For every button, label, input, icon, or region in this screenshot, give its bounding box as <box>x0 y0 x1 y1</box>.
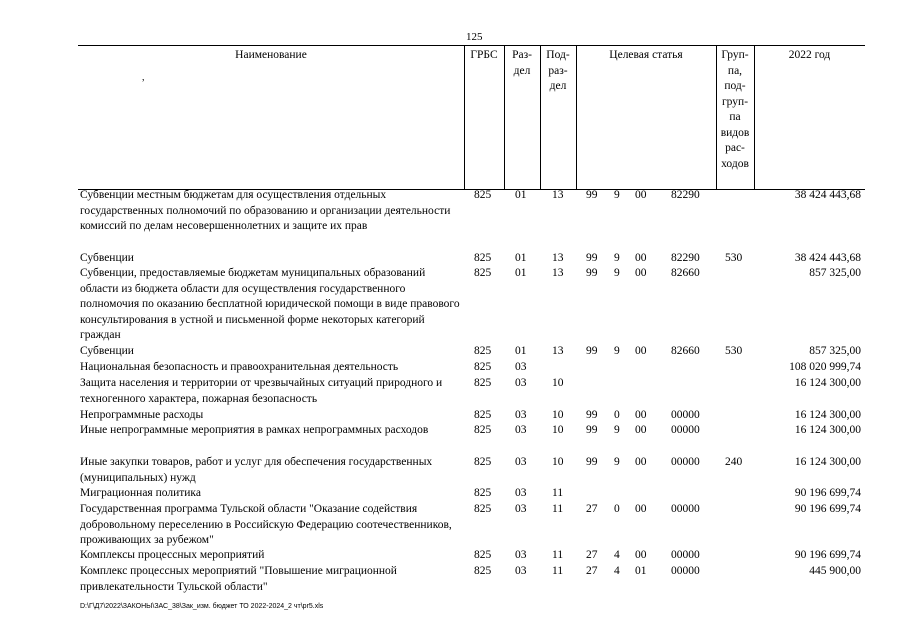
cell-razdel: 01 <box>515 267 527 279</box>
cell-podrazdel: 11 <box>552 549 564 561</box>
cell-sum: 108 020 999,74 <box>789 361 861 373</box>
cell-name: Защита населения и территории от чрезвычайных ситуаций природного и техногенного характера, пожарная безопасность <box>80 377 443 405</box>
cell-name: Комплекс процессных мероприятий "Повышение миграционной привлекательности Тульской области" <box>80 565 397 593</box>
file-path: D:\Г\Д7\2022\ЗАКОНЫ\ЗАС_38\Зак_изм. бюджет ТО 2022-2024_2 чт\pr5.xls <box>80 603 324 610</box>
cell-name: Комплексы процессных мероприятий <box>80 549 265 561</box>
cell-t2: 4 <box>614 549 620 561</box>
cell-t2: 9 <box>614 189 620 201</box>
cell-sum: 38 424 443,68 <box>794 189 861 201</box>
cell-t3: 00 <box>635 424 647 436</box>
header-vid: Груп- па, под- груп- па видов рас- ходов <box>720 49 750 170</box>
cell-sum: 16 124 300,00 <box>794 456 861 468</box>
pen-mark: , <box>142 72 145 83</box>
cell-t1: 99 <box>586 252 598 264</box>
cell-t1: 99 <box>586 424 598 436</box>
cell-podrazdel: 10 <box>552 409 564 421</box>
cell-grbs: 825 <box>474 503 492 515</box>
cell-name: Субвенции, предоставляемые бюджетам муниципальных образований области из бюджета области для осуществления государственного полномочия по оказанию бесплатной юридической помощи в виде правового консультирования в устной и письменной форме некоторых категорий граждан <box>80 267 460 341</box>
cell-t2: 0 <box>614 503 620 515</box>
cell-t4: 00000 <box>671 456 700 468</box>
cell-t1: 27 <box>586 565 598 577</box>
cell-vid: 240 <box>725 456 743 468</box>
cell-t1: 99 <box>586 189 598 201</box>
cell-t4: 00000 <box>671 424 700 436</box>
cell-t2: 9 <box>614 456 620 468</box>
cell-t1: 99 <box>586 267 598 279</box>
cell-razdel: 03 <box>515 549 527 561</box>
cell-t4: 00000 <box>671 409 700 421</box>
cell-t3: 00 <box>635 503 647 515</box>
cell-grbs: 825 <box>474 252 492 264</box>
cell-sum: 38 424 443,68 <box>794 252 861 264</box>
cell-vid: 530 <box>725 252 743 264</box>
cell-t3: 00 <box>635 549 647 561</box>
cell-razdel: 03 <box>515 503 527 515</box>
cell-t4: 82290 <box>671 252 700 264</box>
cell-sum: 90 196 699,74 <box>794 503 861 515</box>
cell-grbs: 825 <box>474 487 492 499</box>
cell-t4: 82660 <box>671 267 700 279</box>
cell-t3: 00 <box>635 267 647 279</box>
cell-t4: 00000 <box>671 549 700 561</box>
cell-sum: 857 325,00 <box>809 267 861 279</box>
cell-razdel: 03 <box>515 361 527 373</box>
table-body <box>78 0 865 640</box>
cell-name: Иные непрограммные мероприятия в рамках непрограммных расходов <box>80 424 429 436</box>
cell-t4: 00000 <box>671 503 700 515</box>
cell-name: Миграционная политика <box>80 487 201 499</box>
cell-vid: 530 <box>725 345 743 357</box>
cell-t4: 00000 <box>671 565 700 577</box>
cell-podrazdel: 10 <box>552 456 564 468</box>
header-razdel: Раз- дел <box>512 49 532 77</box>
cell-sum: 445 900,00 <box>809 565 861 577</box>
cell-podrazdel: 10 <box>552 424 564 436</box>
cell-t3: 00 <box>635 456 647 468</box>
header-grbs: ГРБС <box>470 49 498 61</box>
cell-t1: 27 <box>586 503 598 515</box>
cell-sum: 16 124 300,00 <box>794 377 861 389</box>
cell-sum: 16 124 300,00 <box>794 409 861 421</box>
cell-name: Субвенции <box>80 252 134 264</box>
cell-t3: 00 <box>635 252 647 264</box>
cell-name: Иные закупки товаров, работ и услуг для обеспечения государственных (муниципальных) нужд <box>80 456 433 484</box>
cell-sum: 857 325,00 <box>809 345 861 357</box>
cell-podrazdel: 13 <box>552 267 564 279</box>
cell-grbs: 825 <box>474 189 492 201</box>
cell-razdel: 03 <box>515 409 527 421</box>
cell-sum: 90 196 699,74 <box>794 549 861 561</box>
cell-razdel: 03 <box>515 456 527 468</box>
cell-t4: 82290 <box>671 189 700 201</box>
cell-razdel: 01 <box>515 345 527 357</box>
cell-grbs: 825 <box>474 409 492 421</box>
cell-t2: 9 <box>614 345 620 357</box>
cell-razdel: 01 <box>515 189 527 201</box>
cell-t2: 4 <box>614 565 620 577</box>
cell-podrazdel: 11 <box>552 487 564 499</box>
page-number: 125 <box>466 31 483 43</box>
cell-grbs: 825 <box>474 424 492 436</box>
cell-podrazdel: 13 <box>552 189 564 201</box>
cell-sum: 16 124 300,00 <box>794 424 861 436</box>
cell-grbs: 825 <box>474 456 492 468</box>
cell-podrazdel: 10 <box>552 377 564 389</box>
header-name: Наименование <box>235 49 307 61</box>
cell-razdel: 03 <box>515 377 527 389</box>
cell-grbs: 825 <box>474 267 492 279</box>
cell-t1: 27 <box>586 549 598 561</box>
cell-grbs: 825 <box>474 565 492 577</box>
cell-t4: 82660 <box>671 345 700 357</box>
header-target: Целевая статья <box>609 49 683 61</box>
cell-name: Непрограммные расходы <box>80 409 204 421</box>
cell-t2: 9 <box>614 252 620 264</box>
cell-t2: 0 <box>614 409 620 421</box>
cell-name: Субвенции <box>80 345 134 357</box>
cell-t1: 99 <box>586 456 598 468</box>
cell-t3: 00 <box>635 189 647 201</box>
cell-sum: 90 196 699,74 <box>794 487 861 499</box>
cell-t1: 99 <box>586 345 598 357</box>
cell-razdel: 03 <box>515 424 527 436</box>
cell-podrazdel: 13 <box>552 345 564 357</box>
cell-grbs: 825 <box>474 377 492 389</box>
cell-grbs: 825 <box>474 345 492 357</box>
cell-t3: 00 <box>635 345 647 357</box>
header-year: 2022 год <box>788 49 831 61</box>
cell-grbs: 825 <box>474 549 492 561</box>
cell-t3: 01 <box>635 565 647 577</box>
cell-podrazdel: 13 <box>552 252 564 264</box>
cell-podrazdel: 11 <box>552 565 564 577</box>
cell-podrazdel: 11 <box>552 503 564 515</box>
cell-t2: 9 <box>614 267 620 279</box>
cell-name: Национальная безопасность и правоохранительная деятельность <box>80 361 399 373</box>
cell-razdel: 03 <box>515 565 527 577</box>
cell-t1: 99 <box>586 409 598 421</box>
cell-t3: 00 <box>635 409 647 421</box>
cell-name: Субвенции местным бюджетам для осуществления отдельных государственных полномочий по образованию и организации деятельности комиссий по делам несовершеннолетних и защите их прав <box>80 189 451 232</box>
cell-razdel: 03 <box>515 487 527 499</box>
cell-name: Государственная программа Тульской области "Оказание содействия добровольному переселению в Российскую Федерацию соотечественников, проживающих за рубежом" <box>80 503 452 546</box>
header-podrazdel: Под- раз- дел <box>546 49 570 92</box>
cell-grbs: 825 <box>474 361 492 373</box>
cell-t2: 9 <box>614 424 620 436</box>
cell-razdel: 01 <box>515 252 527 264</box>
